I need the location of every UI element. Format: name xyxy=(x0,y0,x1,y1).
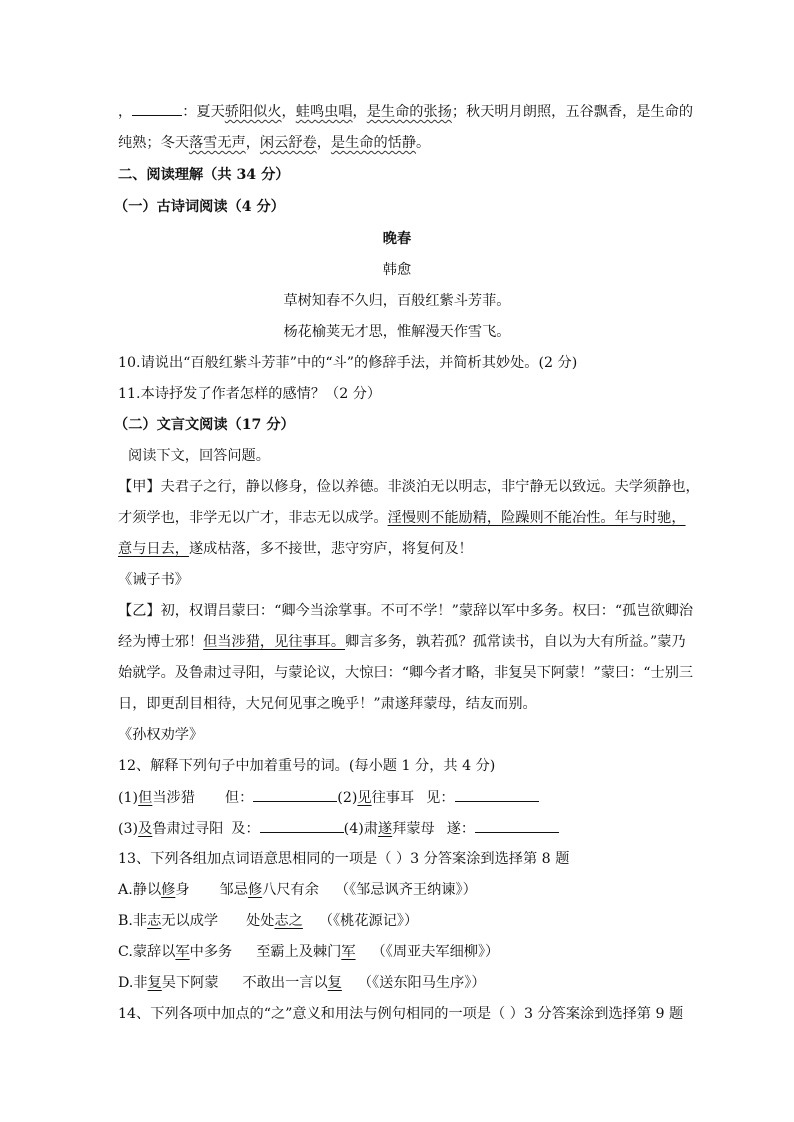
poem-section-heading: （一）古诗词阅读（4 分） xyxy=(114,199,285,215)
intro-line-1: ， ：夏天骄阳似火，蛙鸣虫唱，是生命的张扬；秋天明月朗照，五谷飘香，是生命的 xyxy=(118,101,693,122)
intro-lead-comma: ， xyxy=(118,104,133,120)
question-12-row-2: (3)及鲁肃过寻阳 及： (4)肃遂拜蒙母 遂： xyxy=(118,818,559,839)
underlined-sentence: 但当涉猎，见往事耳。 xyxy=(203,634,346,650)
passage-jia-source: 《诫子书》 xyxy=(118,572,189,588)
question-13-stem: 13、下列各组加点词语意思相同的一项是（ ）3 分答案涂到选择第 8 题 xyxy=(118,851,570,867)
classical-section-heading: （二）文言文阅读（17 分） xyxy=(114,417,295,433)
question-13-option-d: D.非复吴下阿蒙 不敢出一言以复 （《送东阳马生序》） xyxy=(118,975,486,991)
wavy-phrase: 骄阳似火 xyxy=(224,104,282,120)
poem-line-1: 草树知春不久归，百般红紫斗芳菲。 xyxy=(283,293,511,309)
question-13-option-c: C.蒙辞以军中多务 至霸上及棘门军 （《周亚夫军细柳》） xyxy=(118,944,500,960)
passage-yi-line-4: 日，即更刮目相待，大兄何见事之晚乎！”肃遂拜蒙母，结友而别。 xyxy=(118,696,537,712)
passage-yi-line-1: 【乙】初，权谓吕蒙曰：“卿今当涂掌事。不可不学！”蒙辞以军中多务。权曰：“孤岂欲卿治 xyxy=(118,603,694,619)
wavy-phrase: 蛙鸣虫唱 xyxy=(295,104,353,120)
answer-blank[interactable] xyxy=(455,787,539,802)
intro-answer-blank[interactable] xyxy=(132,101,182,116)
wavy-phrase: 是生命的张扬 xyxy=(366,104,452,120)
reading-instruction: 阅读下文，回答问题。 xyxy=(128,448,270,464)
passage-jia-line-1: 【甲】夫君子之行，静以修身，俭以养德。非淡泊无以明志，非宁静无以致远。夫学须静也， xyxy=(118,479,700,495)
passage-yi-line-2: 经为博士邪！但当涉猎，见往事耳。卿言多务，孰若孤？孤常读书，自以为大有所益。”蒙乃 xyxy=(118,634,686,650)
poem-author: 韩愈 xyxy=(382,262,412,278)
section-heading: 二、阅读理解（共 34 分） xyxy=(118,167,290,183)
wavy-phrase: 闲云舒卷 xyxy=(259,135,317,151)
question-13-option-a: A.静以修身 邹忌修八尺有余 （《邹忌讽齐王纳谏》） xyxy=(118,882,477,898)
underlined-sentence: 意与日去， xyxy=(118,541,189,557)
poem-line-2: 杨花榆荚无才思，惟解漫天作雪飞。 xyxy=(283,324,511,340)
answer-blank[interactable] xyxy=(475,818,559,833)
question-12-stem: 12、解释下列句子中加着重号的词。(每小题 1 分，共 4 分) xyxy=(118,758,496,774)
intro-line-2: 纯熟；冬天落雪无声，闲云舒卷，是生命的恬静。 xyxy=(118,135,431,151)
question-12-row-1: (1)但当涉猎 但： (2)见往事耳 见： xyxy=(118,787,539,808)
passage-yi-source: 《孙权劝学》 xyxy=(118,727,204,743)
passage-jia-line-3: 意与日去，遂成枯落，多不接世，悲守穷庐，将复何及！ xyxy=(118,541,473,557)
passage-yi-line-3: 始就学。及鲁肃过寻阳，与蒙论议，大惊曰：“卿今者才略，非复吴下阿蒙！”蒙曰：“士别三 xyxy=(118,665,694,681)
poem-title: 晚春 xyxy=(382,231,412,247)
question-13-option-b: B.非志无以成学 处处志之 （《桃花源记》） xyxy=(118,913,419,929)
question-11: 11.本诗抒发了作者怎样的感情？（2 分） xyxy=(118,386,382,402)
question-10: 10.请说出“百般红紫斗芳菲”中的“斗”的修辞手法，并简析其妙处。(2 分) xyxy=(118,355,578,371)
answer-blank[interactable] xyxy=(260,818,344,833)
wavy-phrase: 是生命的恬静 xyxy=(330,135,417,151)
passage-jia-line-2: 才须学也，非学无以广才，非志无以成学。淫慢则不能励精，险躁则不能冶性。年与时驰， xyxy=(118,510,686,526)
underlined-sentence: 淫慢则不能励精，险躁则不能冶性。年与时驰， xyxy=(387,510,686,526)
wavy-phrase: 落雪无声 xyxy=(188,135,246,151)
question-14-stem: 14、下列各项中加点的“之”意义和用法与例句相同的一项是（ ）3 分答案涂到选择第 9 题 xyxy=(118,1006,684,1022)
answer-blank[interactable] xyxy=(253,787,337,802)
